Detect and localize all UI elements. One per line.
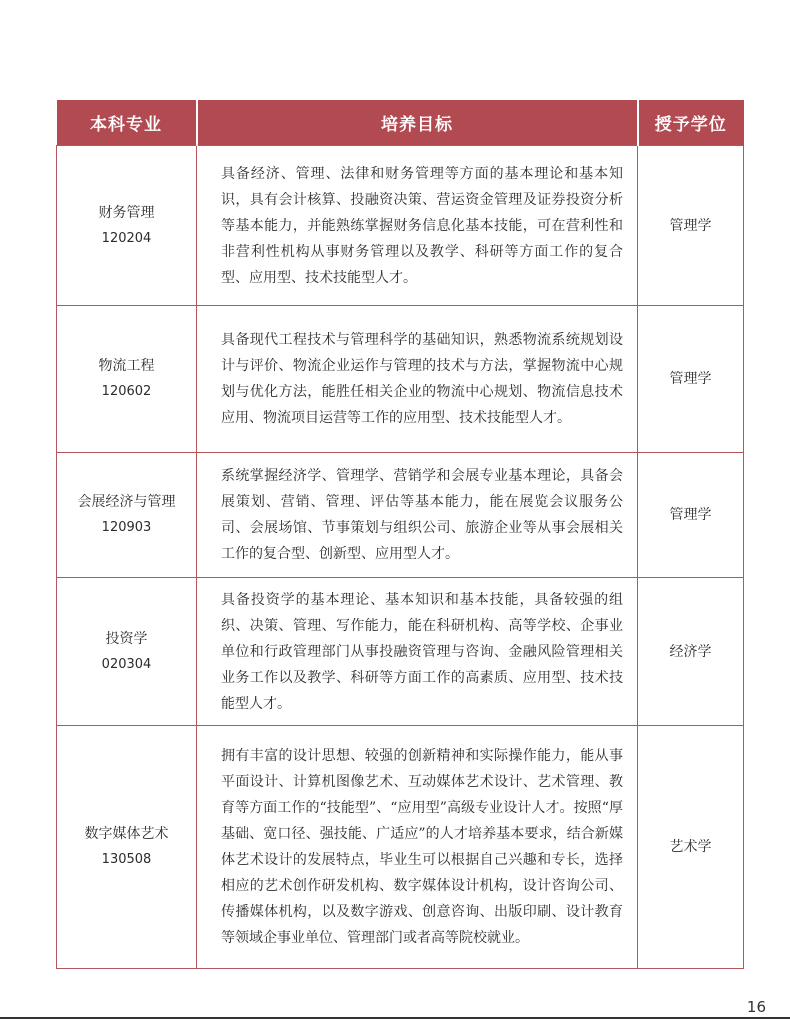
table-header-row (57, 100, 744, 146)
major-name: 数字媒体艺术 (84, 826, 169, 842)
major-name: 物流工程 (98, 358, 155, 374)
goal-cell: 具备现代工程技术与管理科学的基础知识，熟悉物流系统规划设计与评价、物流企业运作与管理的技术与方法，掌握物流中心规划与优化方法，能胜任相关企业的物流中心规划、物流信息技术应用、物流项目运营等工作的应用型、技术技能型人才。 (197, 306, 638, 453)
majors-table-wrapper (56, 100, 743, 969)
page-number: 16 (746, 998, 766, 1016)
goal-cell: 系统掌握经济学、管理学、营销学和会展专业基本理论，具备会展策划、营销、管理、评估等基本能力，能在展览会议服务公司、会展场馆、节事策划与组织公司、旅游企业等从事会展相关工作的复合型、创新型、应用型人才。 (197, 453, 638, 578)
major-cell (57, 146, 197, 306)
table-row (57, 578, 744, 726)
degree-cell: 管理学 (638, 453, 744, 578)
majors-table (56, 100, 744, 969)
major-cell (57, 726, 197, 969)
major-code: 120204 (101, 230, 152, 246)
degree-cell: 管理学 (638, 306, 744, 453)
header-major: 本科专业 (57, 100, 197, 146)
major-code: 120903 (101, 520, 152, 535)
major-name: 投资学 (105, 630, 148, 647)
major-name: 会展经济与管理 (77, 494, 176, 510)
header-goal: 培养目标 (197, 100, 638, 146)
goal-cell: 具备经济、管理、法律和财务管理等方面的基本理论和基本知识，具有会计核算、投融资决策、营运资金管理及证券投资分析等基本能力，并能熟练掌握财务信息化基本技能，可在营利性和非营利性机构从事财务管理以及教学、科研等方面工作的复合型、应用型、技术技能型人才。 (197, 146, 638, 306)
header-degree: 授予学位 (638, 100, 744, 146)
table-row (57, 453, 744, 578)
major-cell (57, 578, 197, 726)
table-row (57, 146, 744, 306)
degree-cell: 管理学 (638, 146, 744, 306)
table-row (57, 306, 744, 453)
degree-cell: 艺术学 (638, 726, 744, 969)
degree-cell: 经济学 (638, 578, 744, 726)
table-row (57, 726, 744, 969)
major-name: 财务管理 (98, 204, 155, 221)
bottom-divider (0, 1017, 790, 1019)
major-cell (57, 453, 197, 578)
major-code: 130508 (101, 852, 152, 867)
goal-cell: 拥有丰富的设计思想、较强的创新精神和实际操作能力，能从事平面设计、计算机图像艺术、互动媒体艺术设计、艺术管理、教育等方面工作的“技能型”、“应用型”高级专业设计人才。按照“厚基础、宽口径、强技能、广适应”的人才培养基本要求，结合新媒体艺术设计的发展特点，毕业生可以根据自己兴趣和专长，选择相应的艺术创作研发机构、数字媒体设计机构，设计咨询公司、传播媒体机构，以及数字游戏、创意咨询、出版印刷、设计教育等领域企事业单位、管理部门或者高等院校就业。 (197, 726, 638, 969)
major-code: 120602 (101, 384, 152, 399)
major-cell (57, 306, 197, 453)
goal-cell: 具备投资学的基本理论、基本知识和基本技能，具备较强的组织、决策、管理、写作能力，能在科研机构、高等学校、企事业单位和行政管理部门从事投融资管理与咨询、金融风险管理相关业务工作以及教学、科研等方面工作的高素质、应用型、技术技能型人才。 (197, 578, 638, 726)
major-code: 020304 (101, 656, 152, 672)
